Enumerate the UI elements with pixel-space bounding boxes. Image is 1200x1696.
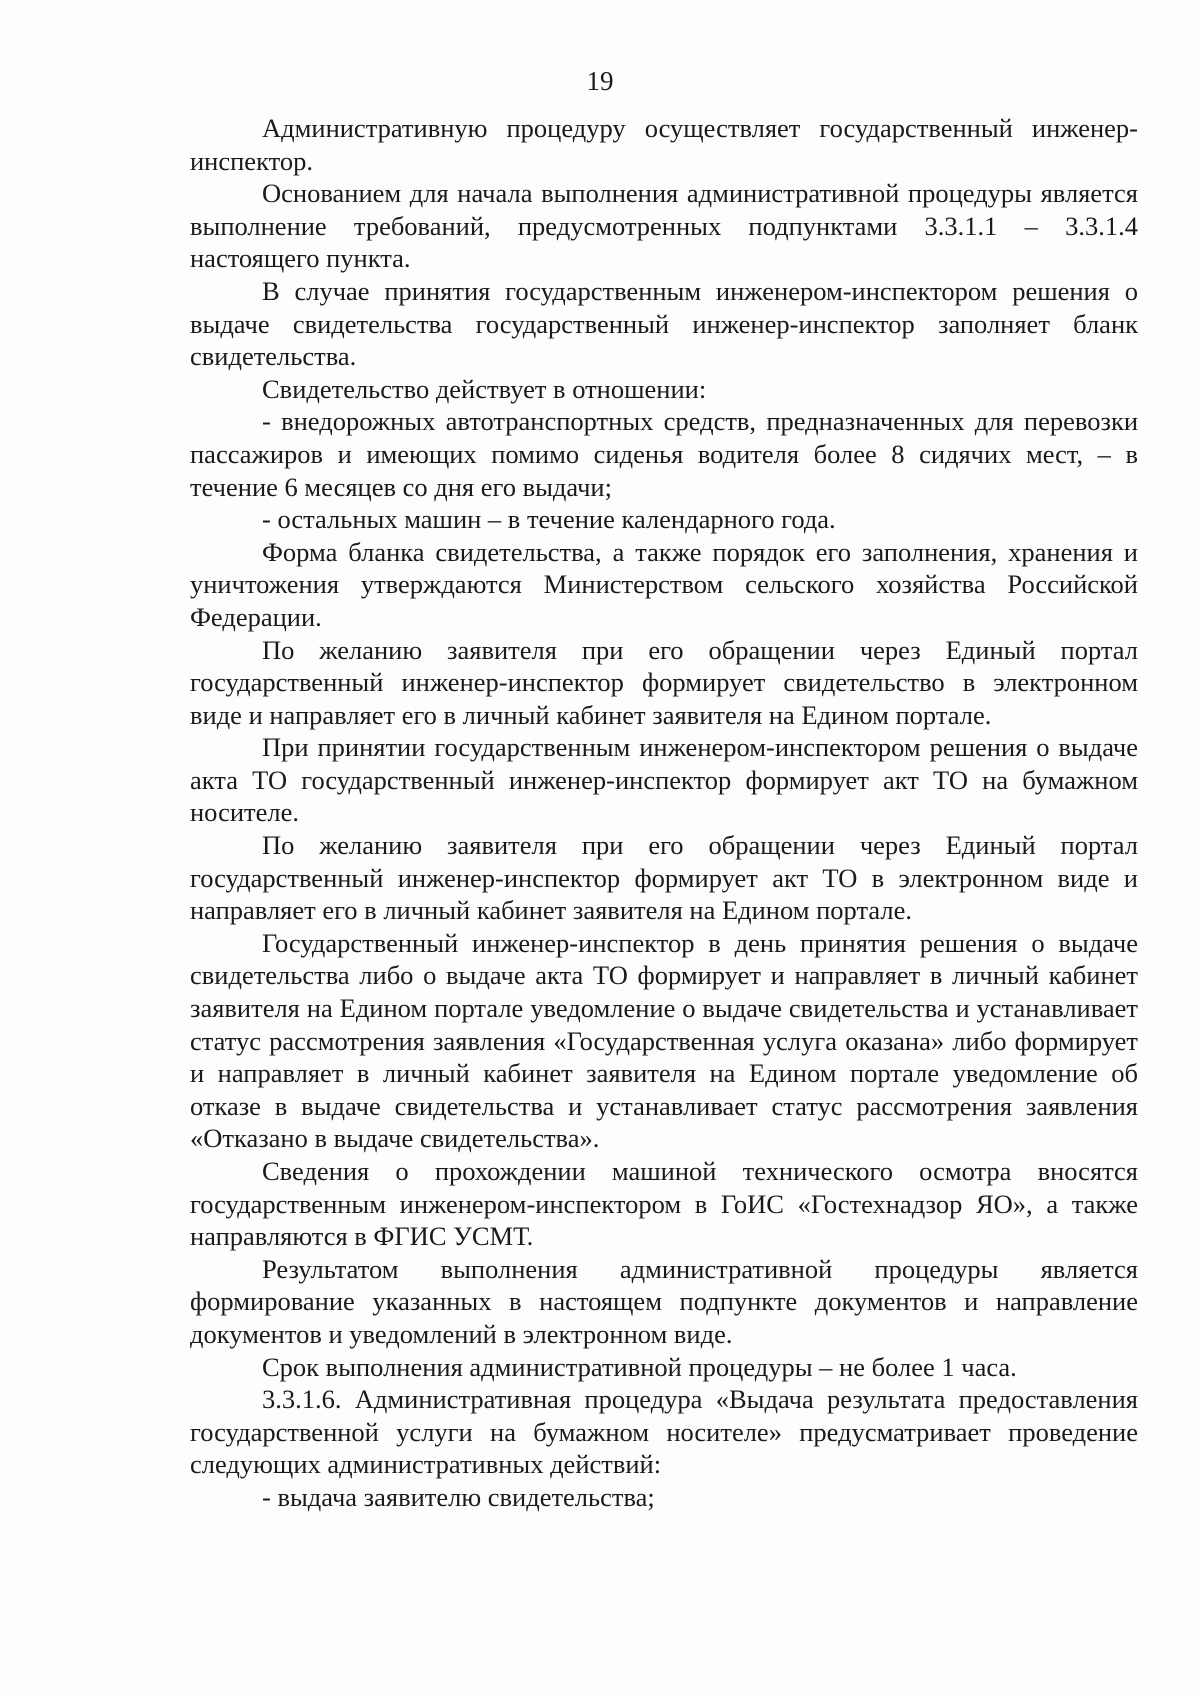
paragraph: Результатом выполнения административной процедуры является формирование указанных в настоящем подпункте документов и направление документов и уведомлений в электронном виде.: [190, 1253, 1138, 1349]
list-item: - выдача заявителю свидетельства;: [262, 1481, 655, 1512]
paragraph: Основанием для начала выполнения административной процедуры является выполнение требований, предусмотренных подпунктами 3.3.1.1 – 3.3.1.4 настоящего пункта.: [190, 178, 1138, 274]
paragraph: 3.3.1.6. Административная процедура «Выдача результата предоставления государственной услуги на бумажном носителе» предусматривает проведение следующих административных действий:: [190, 1384, 1138, 1480]
paragraph: Административную процедуру осуществляет государственный инженер-инспектор.: [190, 113, 1138, 176]
paragraph: Форма бланка свидетельства, а также порядок его заполнения, хранения и уничтожения утверждаются Министерством сельского хозяйства Российской Федерации.: [190, 536, 1138, 632]
list-item: - внедорожных автотранспортных средств, предназначенных для перевозки пассажиров и имеющих помимо сиденья водителя более 8 сидячих мест, – в течение 6 месяцев со дня его выдачи;: [190, 406, 1138, 502]
paragraph: По желанию заявителя при его обращении через Единый портал государственный инженер-инспектор формирует свидетельство в электронном виде и направляет его в личный кабинет заявителя на Едином портале.: [190, 634, 1138, 730]
paragraph: Сведения о прохождении машиной технического осмотра вносятся государственным инженером-инспектором в ГоИС «Гостехнадзор ЯО», а также направляются в ФГИС УСМТ.: [190, 1156, 1138, 1252]
paragraph: В случае принятия государственным инженером-инспектором решения о выдаче свидетельства государственный инженер-инспектор заполняет бланк свидетельства.: [190, 275, 1138, 372]
list-item: - остальных машин – в течение календарного года.: [262, 504, 836, 535]
document-body: [190, 112, 1138, 1514]
paragraph: Государственный инженер-инспектор в день принятия решения о выдаче свидетельства либо о выдаче акта ТО формирует и направляет в личный кабинет заявителя на Едином портале уведомление о выдаче свидетельства и устанавливает статус рассмотрения заявления «Государственная услуга оказана» либо формирует и направляет в личный кабинет заявителя на Едином портале уведомление об отказе в выдаче свидетельства и устанавливает статус рассмотрения заявления «Отказано в выдаче свидетельства».: [190, 927, 1138, 1154]
paragraph: При принятии государственным инженером-инспектором решения о выдаче акта ТО государственный инженер-инспектор формирует акт ТО на бумажном носителе.: [190, 732, 1138, 828]
paragraph: Свидетельство действует в отношении:: [262, 373, 707, 404]
paragraph: Срок выполнения административной процедуры – не более 1 часа.: [262, 1351, 1017, 1382]
page-number: 19: [586, 66, 614, 96]
paragraph: По желанию заявителя при его обращении через Единый портал государственный инженер-инспектор формирует акт ТО в электронном виде и направляет его в личный кабинет заявителя на Едином портале.: [190, 830, 1138, 926]
